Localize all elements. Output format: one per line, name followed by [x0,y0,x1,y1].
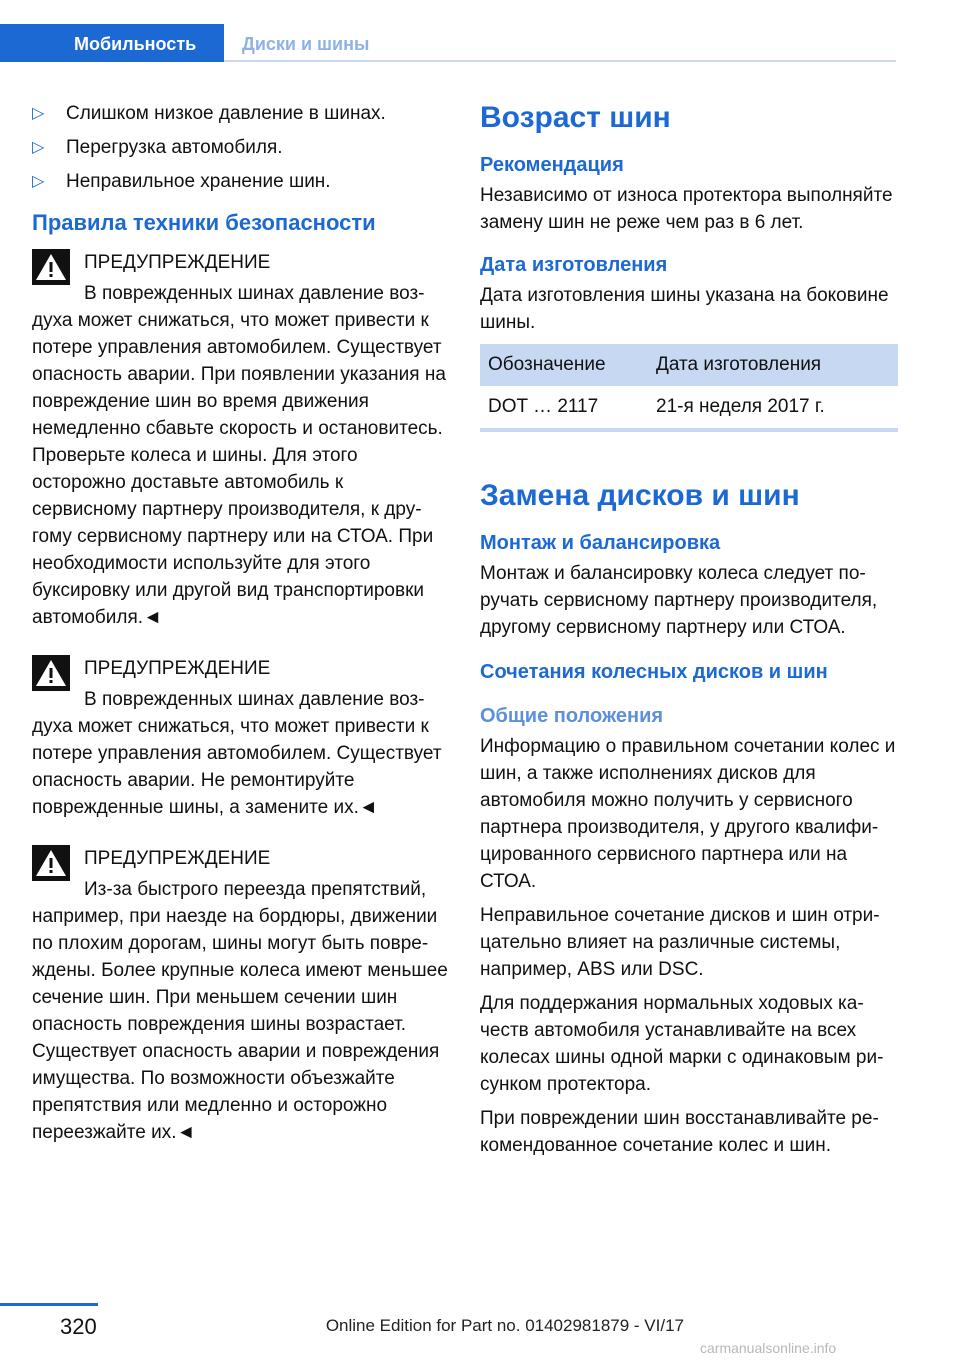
header-tab-mobility [0,24,224,62]
bullet-item [32,100,450,127]
header-tab-wheels [224,24,424,62]
combinations-heading: Сочетания колесных дисков и шин [480,661,828,683]
warning-title: ПРЕДУПРЕЖДЕНИЕ [84,252,271,273]
bullet-item [32,134,450,161]
table-cell: DOT … 2117 [480,386,648,430]
bullet-text: Неправильное хранение шин. [66,171,331,192]
paragraph: Неправильное сочетание дисков и шин отрицательно влияет на различные системы, например, ABS или DSC. [480,905,880,980]
warning-block [32,249,450,631]
edition-text: Online Edition for Part no. 01402981879 - VI/17 [325,1316,684,1335]
warning-title: ПРЕДУПРЕЖДЕНИЕ [84,658,271,679]
paragraph: При повреждении шин восстанавливайте рекомендованное сочетание колес и шин. [480,1108,879,1156]
warning-triangle-icon [32,655,70,691]
mounting-heading: Монтаж и балансировка [480,532,721,554]
triangle-right-icon: ▷ [32,139,45,156]
warning-block [32,655,450,821]
header-rule [224,60,896,62]
replacement-heading: Замена дисков и шин [480,479,800,512]
watermark: carmanualsonline.info [700,1340,837,1356]
header-tab-mobility-label: Мобильность [74,34,197,54]
warning-block [32,845,450,1146]
bullet-text: Перегрузка автомобиля. [66,137,283,158]
warning-body: Из-за быстрого переезда препятствий, например, при наезде на бордюры, движении по плохим дорогам, шины могут быть повреждены. Более крупные колеса имеют меньшее сечение шин. При меньшем сечении шин опасность повреждения шины возрастает. Существует опасность аварии и повреждения имущества. По возможности объезжайте препятствия или медленно и осторожно переезжайте их.◄ [32,879,448,1143]
recommendation-heading: Рекомендация [480,154,624,176]
paragraph: Информацию о правильном сочетании колес и шин, а также исполнениях дисков для автомобиля можно получить у сервисного партнера производителя, у другого квалифицированного сервисного партнера или на СТОА. [480,736,896,892]
table-header-row [480,344,898,386]
table-header-cell: Дата изготовления [648,344,898,386]
table-row [480,386,898,430]
triangle-right-icon: ▷ [32,173,45,190]
paragraph: Для поддержания нормальных ходовых качеств автомобиля устанавливайте на всех колесах шины одной марки с одинаковым рисунком протектора. [480,993,884,1095]
bullet-item [32,168,450,195]
table-cell: 21-я неделя 2017 г. [648,386,898,430]
bullet-text: Слишком низкое давление в шинах. [66,103,386,124]
right-column [480,100,898,1159]
warning-title: ПРЕДУПРЕЖДЕНИЕ [84,848,271,869]
manufacture-date-text: Дата изготовления шины указана на боковине шины. [480,285,889,333]
table-header-cell: Обозначение [480,344,648,386]
general-heading: Общие положения [480,705,664,727]
tire-age-heading: Возраст шин [480,101,671,134]
recommendation-text: Независимо от износа протектора выполняйте замену шин не реже чем раз в 6 лет. [480,185,893,233]
warning-body: В поврежденных шинах давление воздуха может снижаться, что может привести к потере управления автомобилем. Существует опасность аварии. При появлении указания на повреждение шин во время движения немедленно сбавьте скорость и остановитесь. Проверьте колеса и шины. Для этого осторожно доставьте автомобиль к сервисному партнеру производителя, к другому сервисному партнеру или на СТОА. При необходимости используйте для этого буксировку или другой вид транспортировки автомобиля.◄ [32,283,446,628]
manufacture-date-heading: Дата изготовления [480,254,668,276]
page-number: 320 [60,1314,97,1339]
warning-triangle-icon [32,845,70,881]
footer-rule [0,1303,98,1306]
mounting-text: Монтаж и балансировку колеса следует поручать сервисному партнеру производителя, другому сервисному партнеру или СТОА. [480,563,878,638]
safety-rules-heading: Правила техники безопасности [32,210,376,235]
warning-body: В поврежденных шинах давление воздуха может снижаться, что может привести к потере управления автомобилем. Существует опасность аварии. Не ремонтируйте поврежденные шины, а замените их.◄ [32,689,442,818]
warning-triangle-icon [32,249,70,285]
header-tab-wheels-label: Диски и шины [242,34,370,54]
triangle-right-icon: ▷ [32,105,45,122]
left-column [32,100,450,1170]
date-table [480,344,898,432]
